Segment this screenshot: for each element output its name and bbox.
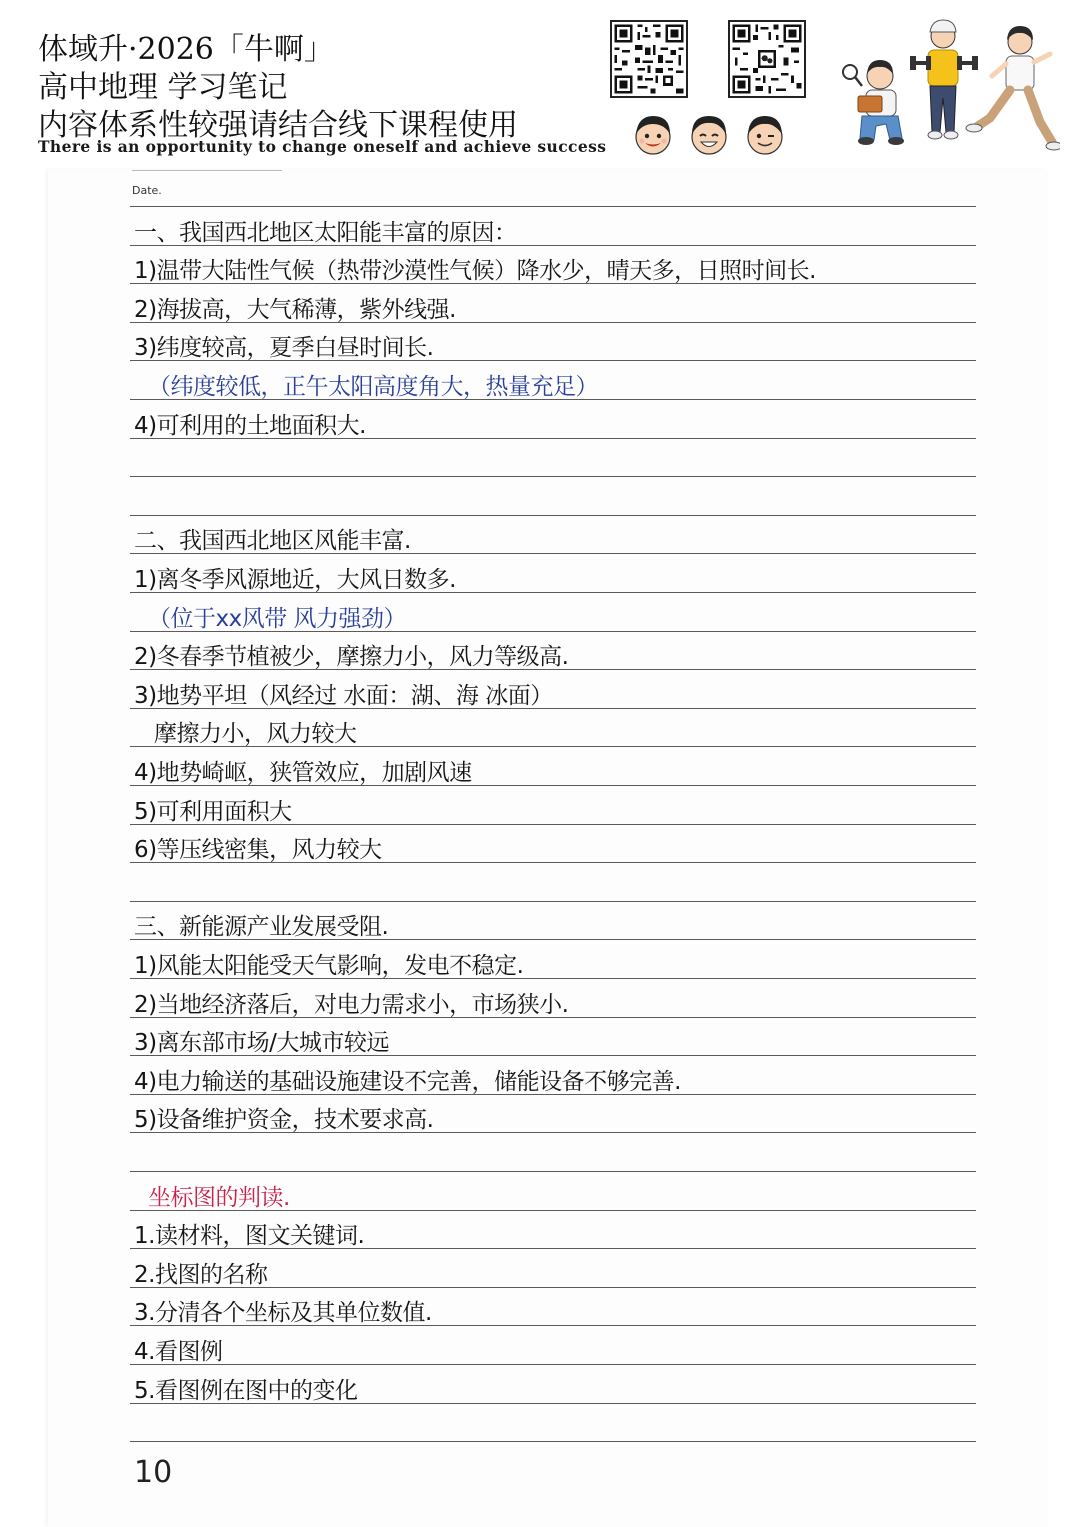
note-line: 3)纬度较高，夏季白昼时间长.	[134, 335, 434, 362]
ruled-line	[130, 206, 976, 207]
note-line: 4)可利用的土地面积大.	[134, 412, 366, 439]
ruled-line	[130, 476, 976, 477]
note-line: 坐标图的判读.	[148, 1184, 290, 1211]
header-usage-note: 内容体系性较强请结合线下课程使用	[38, 108, 518, 143]
note-line: （位于xx风带 风力强劲）	[148, 605, 407, 632]
header-divider	[132, 170, 282, 171]
wechat-qr-code-icon	[728, 20, 806, 98]
winking-boy-face-icon	[742, 112, 788, 158]
note-line: 2)冬春季节植被少，摩擦力小，风力等级高.	[134, 644, 569, 671]
ruled-line	[130, 901, 976, 902]
ruled-line	[130, 1364, 976, 1365]
note-line: 5.看图例在图中的变化	[134, 1377, 358, 1404]
note-line: （纬度较低，正午太阳高度角大，热量充足）	[148, 374, 598, 400]
ruled-line	[130, 515, 976, 516]
note-line: 二、我国西北地区风能丰富.	[134, 528, 411, 555]
note-line: 3.分清各个坐标及其单位数值.	[134, 1300, 432, 1327]
note-line: 3)离东部市场/大城市较远	[134, 1030, 389, 1057]
note-line: 2.找图的名称	[134, 1261, 268, 1288]
smiling-boy-face-icon	[630, 112, 676, 158]
page-number: 10	[134, 1455, 173, 1490]
date-label: Date.	[132, 184, 162, 197]
note-line: 2)当地经济落后，对电力需求小，市场狭小.	[134, 991, 569, 1018]
note-line: 摩擦力小，风力较大	[154, 721, 357, 748]
note-line: 4)电力输送的基础设施建设不完善，储能设备不够完善.	[134, 1068, 681, 1095]
note-line: 2)海拔高，大气稀薄，紫外线强.	[134, 296, 456, 323]
qr-code-icon	[610, 20, 688, 98]
page-header	[0, 0, 1080, 178]
cartoon-students-illustration	[840, 14, 1060, 164]
note-line: 1)风能太阳能受天气影响，发电不稳定.	[134, 953, 524, 979]
note-line: 1)离冬季风源地近，大风日数多.	[134, 567, 456, 593]
ruled-line	[130, 1441, 976, 1442]
header-brand-title: 体域升·2026「牛啊」	[38, 32, 334, 67]
note-line: 5)可利用面积大	[134, 798, 292, 825]
note-line: 4)地势崎岖，狭管效应，加剧风速	[134, 760, 472, 786]
header-motto: There is an opportunity to change oneself and achieve success	[38, 137, 607, 156]
note-line: 6)等压线密集，风力较大	[134, 837, 382, 864]
note-line: 一、我国西北地区太阳能丰富的原因：	[134, 219, 517, 246]
note-line: 三、新能源产业发展受阻.	[134, 914, 389, 941]
grinning-boy-face-icon	[686, 112, 732, 158]
note-line: 5)设备维护资金，技术要求高.	[134, 1107, 434, 1134]
note-line: 1)温带大陆性气候（热带沙漠性气候）降水少，晴天多，日照时间长.	[134, 258, 816, 285]
note-line: 4.看图例	[134, 1339, 223, 1365]
notebook-page	[48, 170, 1048, 1527]
ruled-line	[130, 1171, 976, 1172]
header-course-title: 高中地理 学习笔记	[38, 70, 288, 105]
note-line: 1.读材料，图文关键词.	[134, 1223, 365, 1250]
note-line: 3)地势平坦（风经过 水面：湖、海 冰面）	[134, 682, 553, 709]
